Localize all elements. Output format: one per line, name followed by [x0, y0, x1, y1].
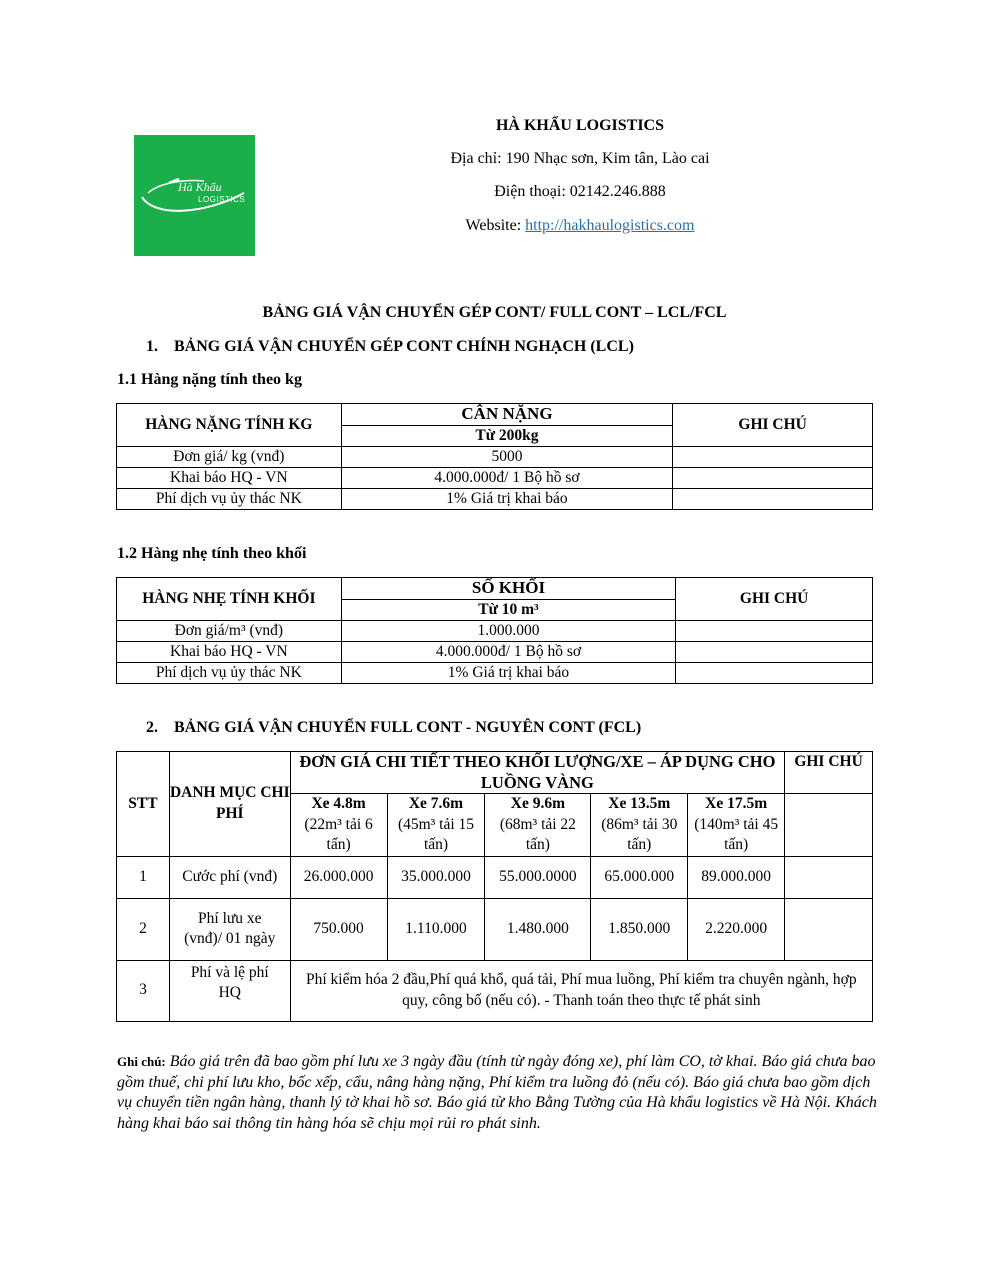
row-value: 1.000.000 — [341, 621, 676, 642]
row-item: Phí lưu xe (vnđ)/ 01 ngày — [169, 898, 290, 960]
row-note — [673, 447, 873, 468]
row-value: 1.110.000 — [387, 898, 485, 960]
light-goods-table — [116, 577, 873, 684]
truck-name: Xe 17.5m — [705, 795, 768, 812]
section2-heading — [146, 719, 641, 737]
light-volume-subheader: Từ 10 m³ — [341, 599, 676, 621]
fcl-stt-header: STT — [117, 752, 170, 857]
truck-spec: (22m³ tải 6 tấn) — [304, 815, 373, 853]
fcl-table — [116, 751, 873, 1022]
row-stt: 1 — [117, 856, 170, 898]
website-label: Website: — [465, 217, 526, 234]
truck-spec: (140m³ tải 45 tấn) — [694, 815, 779, 853]
fcl-item-header: DANH MỤC CHI PHÍ — [169, 752, 290, 857]
company-phone: Điện thoại: 02142.246.888 — [494, 183, 666, 200]
heavy-weight-subheader: Từ 200kg — [341, 425, 673, 447]
row-note — [676, 642, 873, 663]
heavy-weight-header: CÂN NẶNG — [341, 404, 673, 426]
row-label: Khai báo HQ - VN — [117, 642, 342, 663]
light-col-header: HÀNG NHẸ TÍNH KHỐI — [117, 578, 342, 621]
row-note — [785, 898, 873, 960]
row-item: Cước phí (vnđ) — [169, 856, 290, 898]
truck-name: Xe 4.8m — [311, 795, 366, 812]
row-value: 1.480.000 — [485, 898, 591, 960]
table-row — [117, 489, 873, 510]
table-row — [117, 468, 873, 489]
row-note — [676, 663, 873, 684]
row-value: 1% Giá trị khai báo — [341, 663, 676, 684]
truck-header — [485, 794, 591, 857]
table-row — [117, 663, 873, 684]
row-note — [676, 621, 873, 642]
subsection-light-heading: 1.2 Hàng nhẹ tính theo khối — [117, 545, 307, 562]
truck-spec: (68m³ tải 22 tấn) — [499, 815, 576, 853]
light-note-header: GHI CHÚ — [676, 578, 873, 621]
heavy-col-header: HÀNG NẶNG TÍNH KG — [117, 404, 342, 447]
section1-heading — [146, 338, 634, 356]
row-merged-text: Phí kiểm hóa 2 đầu,Phí quá khổ, quá tải, Phí mua luồng, Phí kiểm tra chuyên ngành, hợp quy, công bố (nếu có). - Thanh toán theo thực tế phát sinh — [290, 960, 872, 1021]
truck-header — [387, 794, 485, 857]
row-note — [785, 856, 873, 898]
row-value: 5000 — [341, 447, 673, 468]
footnote-label: Ghi chú: — [117, 1054, 166, 1069]
table-row — [117, 642, 873, 663]
truck-spec: (45m³ tải 15 tấn) — [397, 815, 475, 853]
truck-name: Xe 7.6m — [408, 795, 464, 812]
row-label: Phí dịch vụ ủy thác NK — [117, 489, 342, 510]
row-value: 89.000.000 — [688, 856, 785, 898]
truck-header — [290, 794, 387, 857]
row-label: Khai báo HQ - VN — [117, 468, 342, 489]
row-value: 4.000.000đ/ 1 Bộ hồ sơ — [341, 642, 676, 663]
section1-title: BẢNG GIÁ VẬN CHUYỂN GÉP CONT CHÍNH NGHẠCH (LCL) — [174, 338, 634, 355]
row-note — [673, 468, 873, 489]
truck-spec: (86m³ tải 30 tấn) — [601, 815, 678, 853]
row-value: 1.850.000 — [591, 898, 688, 960]
section2-number: 2. — [146, 719, 158, 736]
truck-header — [688, 794, 785, 857]
row-note — [673, 489, 873, 510]
row-label: Phí dịch vụ ủy thác NK — [117, 663, 342, 684]
section1-number: 1. — [146, 338, 158, 355]
row-item: Phí và lệ phí HQ — [169, 960, 290, 1021]
section2-title: BẢNG GIÁ VẬN CHUYỂN FULL CONT - NGUYÊN CONT (FCL) — [174, 719, 642, 736]
row-value: 750.000 — [290, 898, 387, 960]
company-website — [380, 217, 780, 235]
heavy-note-header: GHI CHÚ — [673, 404, 873, 447]
row-value: 1% Giá trị khai báo — [341, 489, 673, 510]
truck-header — [591, 794, 688, 857]
light-volume-header: SỐ KHỐI — [341, 578, 676, 600]
row-stt: 2 — [117, 898, 170, 960]
footnote-text: Báo giá trên đã bao gồm phí lưu xe 3 ngày đầu (tính từ ngày đóng xe), phí làm CO, tờ khai. Báo giá chưa bao gồm thuế, chi phí lưu kho, bốc xếp, cẩu, nâng hàng nặng, Phí kiểm tra luồng đỏ (nếu có). Báo giá chưa bao gồm dịch vụ chuyển tiền ngân hàng, thanh lý tờ khai hồ sơ. Báo giá từ kho Bằng Tường của Hà khẩu logistics về Hà Nội. Khách hàng khai báo sai thông tin hàng hóa sẽ chịu mọi rủi ro phát sinh. — [117, 1053, 877, 1132]
row-value: 65.000.000 — [591, 856, 688, 898]
website-link[interactable]: http://hakhaulogistics.com — [525, 217, 695, 234]
row-value: 26.000.000 — [290, 856, 387, 898]
logo-text-brand: Hà Khẩu — [178, 180, 222, 194]
heavy-goods-table — [116, 403, 873, 510]
table-row — [117, 621, 873, 642]
fcl-price-header: ĐƠN GIÁ CHI TIẾT THEO KHỐI LƯỢNG/XE – ÁP DỤNG CHO LUỒNG VÀNG — [290, 752, 784, 794]
document-title: BẢNG GIÁ VẬN CHUYỂN GÉP CONT/ FULL CONT – LCL/FCL — [262, 304, 727, 321]
fcl-note-header: GHI CHÚ — [785, 752, 873, 794]
row-stt: 3 — [117, 960, 170, 1021]
fcl-note-cell — [785, 794, 873, 857]
row-value: 35.000.000 — [387, 856, 485, 898]
logo-text-sub: LOGISTICS — [198, 195, 246, 204]
row-value: 2.220.000 — [688, 898, 785, 960]
table-row — [117, 856, 873, 898]
company-name: HÀ KHẨU LOGISTICS — [495, 117, 665, 134]
truck-name: Xe 9.6m — [510, 795, 565, 812]
company-address: Địa chỉ: 190 Nhạc sơn, Kim tân, Lào cai — [450, 150, 710, 167]
row-value: 55.000.0000 — [485, 856, 591, 898]
table-row — [117, 898, 873, 960]
row-label: Đơn giá/ kg (vnđ) — [117, 447, 342, 468]
truck-name: Xe 13.5m — [608, 795, 671, 812]
row-value: 4.000.000đ/ 1 Bộ hồ sơ — [341, 468, 673, 489]
footnote — [117, 1052, 877, 1134]
subsection-heavy-heading: 1.1 Hàng nặng tính theo kg — [117, 371, 302, 388]
table-row — [117, 447, 873, 468]
row-label: Đơn giá/m³ (vnđ) — [117, 621, 342, 642]
table-row — [117, 960, 873, 1021]
company-logo — [134, 135, 255, 256]
